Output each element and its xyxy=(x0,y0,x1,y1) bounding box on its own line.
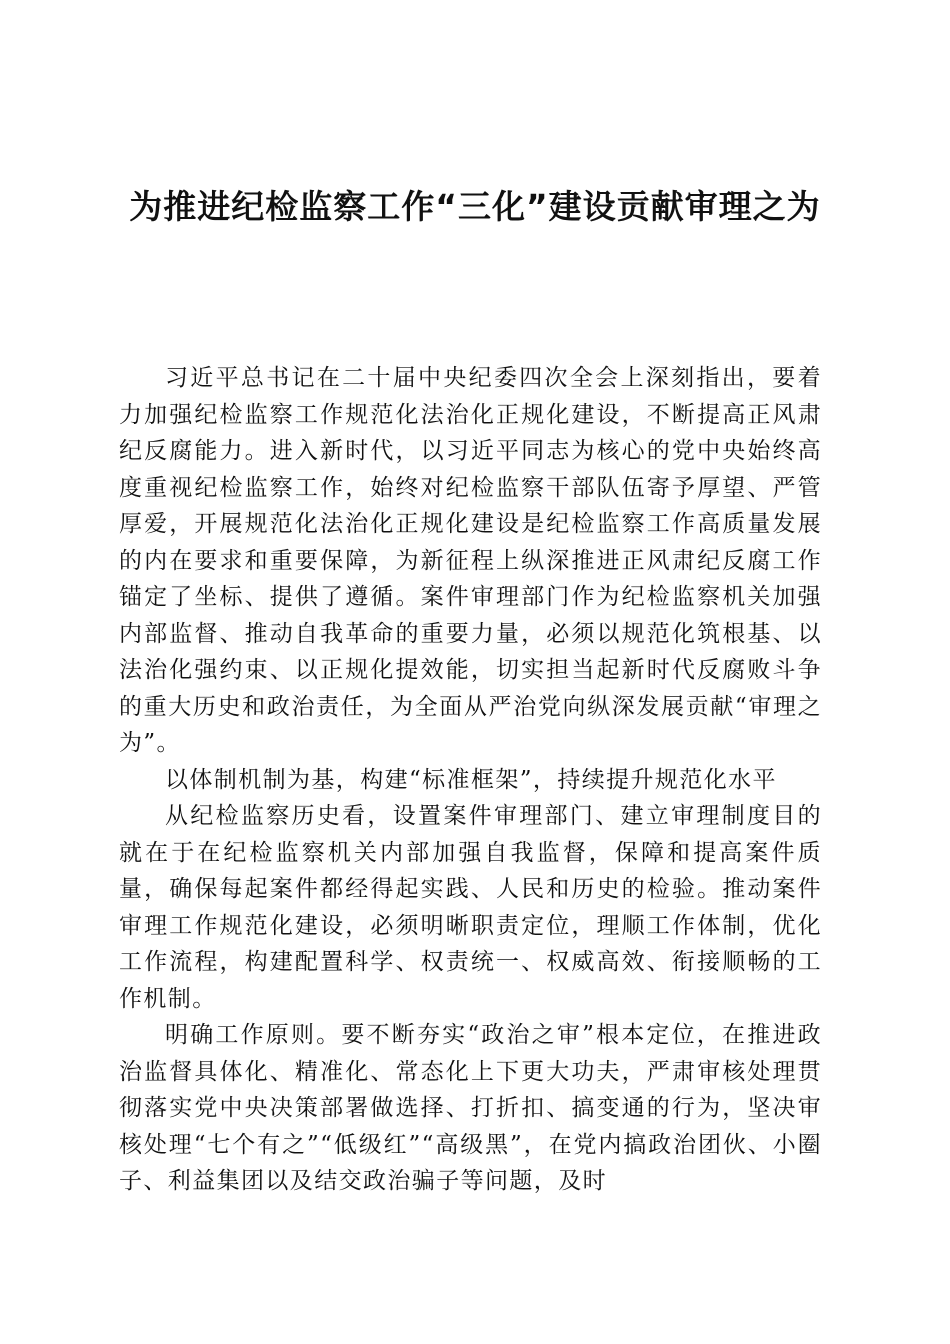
paragraph-intro: 习近平总书记在二十届中央纪委四次全会上深刻指出，要着力加强纪检监察工作规范化法治化正规化建设，不断提高正风肃纪反腐能力。进入新时代，以习近平同志为核心的党中央始终高度重视纪检监察工作，始终对纪检监察干部队伍寄予厚望、严管厚爱，开展规范化法治化正规化建设是纪检监察工作高质量发展的内在要求和重要保障，为新征程上纵深推进正风肃纪反腐工作锚定了坐标、提供了遵循。案件审理部门作为纪检监察机关加强内部监督、推动自我革命的重要力量，必须以规范化筑根基、以法治化强约束、以正规化提效能，切实担当起新时代反腐败斗争的重大历史和政治责任，为全面从严治党向纵深发展贡献“审理之为”。 xyxy=(119,365,822,756)
document-body xyxy=(119,360,822,1200)
document-title: 为推进纪检监察工作“三化”建设贡献审理之为 xyxy=(129,187,821,226)
paragraph-principles: 明确工作原则。要不断夯实“政治之审”根本定位，在推进政治监督具体化、精准化、常态化上下更大功夫，严肃审核处理贯彻落实党中央决策部署做选择、打折扣、搞变通的行为，坚决审核处理“七个有之”“低级红”“高级黑”，在党内搞政治团伙、小圈子、利益集团以及结交政治骗子等问题，及时 xyxy=(119,1022,822,1194)
paragraph-history: 从纪检监察历史看，设置案件审理部门、建立审理制度目的就在于在纪检监察机关内部加强自我监督，保障和提高案件质量，确保每起案件都经得起实践、人民和历史的检验。推动案件审理工作规范化建设，必须明晰职责定位，理顺工作体制，优化工作流程，构建配置科学、权责统一、权威高效、衔接顺畅的工作机制。 xyxy=(119,803,822,1012)
section-heading: 以体制机制为基，构建“标准框架”，持续提升规范化水平 xyxy=(165,766,777,793)
